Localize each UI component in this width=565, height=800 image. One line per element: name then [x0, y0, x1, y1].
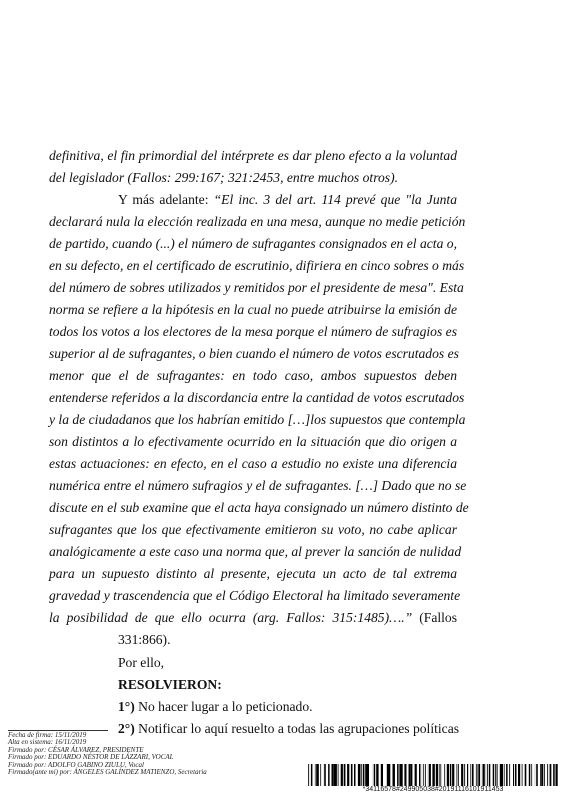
- text-run: No hacer lugar a lo peticionado.: [134, 699, 313, 714]
- barcode-bar: [409, 764, 411, 786]
- barcode-bar: [316, 764, 317, 786]
- text-line: [118, 629, 457, 651]
- barcode-bar: [363, 764, 365, 786]
- barcode-bar: [419, 764, 421, 786]
- barcode-bar: [378, 764, 379, 786]
- barcode-bar: [328, 764, 330, 786]
- text-line: [118, 189, 457, 211]
- text-line: [49, 233, 457, 255]
- barcode-bar: [444, 764, 445, 786]
- text-line: [49, 211, 466, 233]
- text-line: [49, 365, 457, 387]
- barcode-bar: [495, 764, 496, 786]
- barcode-bar: [501, 764, 503, 786]
- barcode-bar: [467, 764, 468, 786]
- barcode-bar: [325, 764, 326, 786]
- barcode-bar: [509, 764, 510, 786]
- text-line: [49, 431, 457, 453]
- barcode-bar: [354, 764, 356, 786]
- barcode-bar: [360, 764, 361, 786]
- barcode-bar: [361, 764, 362, 786]
- text-line: [49, 343, 457, 365]
- barcode-bar: [457, 764, 458, 786]
- barcode-bar: [429, 764, 431, 786]
- barcode-bar: [351, 764, 353, 786]
- text-run: gravedad y trascendencia que el Código Electoral ha limitado severamente: [49, 588, 461, 603]
- barcode-bar: [513, 764, 514, 786]
- barcode-bar: [397, 764, 399, 786]
- barcode-bar: [531, 764, 532, 786]
- text-run: analógicamente a este caso una norma que, al prever la sanción de nulidad: [49, 544, 462, 559]
- text-line: [49, 497, 469, 519]
- text-line: [49, 277, 464, 299]
- barcode-bar: [522, 764, 523, 786]
- signature-line: Firmado por: ADOLFO GABINO ZIULU, Vocal: [8, 760, 144, 769]
- text-line: [49, 299, 457, 321]
- barcode-bar: [401, 764, 403, 786]
- barcode-bar: [472, 764, 474, 786]
- barcode-bar: [318, 764, 319, 786]
- barcode-bar: [440, 764, 441, 786]
- text-line: [118, 652, 457, 674]
- barcode-bar: [338, 764, 339, 786]
- barcode-bar: [423, 764, 424, 786]
- barcode-bar: [483, 764, 485, 786]
- text-line: [118, 674, 457, 696]
- signature-block: [8, 732, 248, 776]
- text-run: del número de sobres utilizados y remitidos por el presidente de mesa". Esta: [49, 280, 464, 295]
- barcode-bar: [470, 764, 471, 786]
- text-run: 1°): [118, 699, 135, 714]
- barcode-bar: [489, 764, 491, 786]
- text-line: [49, 145, 457, 167]
- text-line: [49, 387, 465, 409]
- barcode-bar: [540, 764, 542, 786]
- barcode-bar: [411, 764, 413, 786]
- text-run: de partido, cuando (...) el número de sufragantes consignados en el acta o,: [49, 236, 457, 251]
- text-line: [49, 475, 467, 497]
- barcode-bar: [452, 764, 454, 786]
- text-run: en su defecto, en el certificado de escrutinio, difiriera en cinco sobres o más: [49, 258, 465, 273]
- text-run: (Fallos: [412, 610, 457, 625]
- text-run: declarará nula la elección realizada en una mesa, aunque no medie petición: [49, 214, 466, 229]
- barcode-bar: [458, 764, 459, 786]
- text-run: Notificar lo aquí resuelto a todas las agrupaciones políticas: [134, 721, 460, 736]
- text-line: [49, 321, 457, 343]
- text-run: “El inc. 3 del art. 114 prevé que "la Junta: [213, 192, 457, 207]
- text-line: [49, 167, 457, 189]
- barcode-bar: [332, 764, 334, 786]
- text-run: definitiva, el fin primordial del intérprete es dar pleno efecto a la voluntad: [49, 148, 457, 163]
- text-run: menor que el de sufragantes: en todo caso, ambos supuestos deben: [49, 368, 457, 383]
- barcode-bar: [347, 764, 349, 786]
- text-line: [49, 585, 461, 607]
- barcode-bar: [311, 764, 313, 786]
- barcode-bar: [345, 764, 346, 786]
- text-line: [49, 541, 462, 563]
- barcode-bar: [450, 764, 452, 786]
- text-run: del legislador (Fallos: 299:167; 321:2453, entre muchos otros).: [49, 170, 398, 185]
- barcode-bar: [464, 764, 465, 786]
- barcode-bar: [487, 764, 488, 786]
- text-run: la posibilidad de que ello ocurra (arg. Fallos: 315:1485)….”: [49, 610, 413, 625]
- barcode-bar: [434, 764, 435, 786]
- barcode-bar: [439, 764, 440, 786]
- text-line: [49, 409, 466, 431]
- text-run: superior al de sufragantes, o bien cuando el número de votos escrutados es: [49, 346, 459, 361]
- barcode-bar: [381, 764, 383, 786]
- barcode-bar: [529, 764, 531, 786]
- barcode-bar: [476, 764, 477, 786]
- barcode-bar: [320, 764, 321, 786]
- barcode-bar: [341, 764, 343, 786]
- barcode-bar: [425, 764, 426, 786]
- text-run: RESOLVIERON:: [118, 677, 222, 692]
- signature-line: Firmado(ante mi) por: ÁNGELES GALÍNDEZ MATIENZO, Secretaria: [8, 768, 207, 777]
- barcode-bar: [504, 764, 505, 786]
- barcode-bar: [542, 764, 544, 786]
- barcode-bar: [556, 764, 558, 786]
- barcode-bar: [308, 764, 309, 786]
- text-run: son distintos a lo efectivamente ocurrido en la situación que dio origen a: [49, 434, 457, 449]
- text-run: para un supuesto distinto al presente, ejecuta un acto de tal extrema: [49, 566, 457, 581]
- barcode-number: *34116578#249905038#20191116101911453: [362, 786, 504, 793]
- barcode-bar: [433, 764, 435, 786]
- text-run: Y más adelante:: [118, 192, 214, 207]
- text-line: [118, 696, 457, 718]
- barcode-bar: [553, 764, 554, 786]
- text-line: [49, 563, 457, 585]
- barcode-bar: [497, 764, 498, 786]
- barcode-bar: [479, 764, 481, 786]
- text-run: numérica entre el número sufragios y el de sufragantes. […] Dado que no se: [49, 478, 467, 493]
- barcode-bar: [394, 764, 395, 786]
- signature-line: Fecha de firma: 15/11/2019: [8, 731, 87, 739]
- text-run: discute en el sub examine que el acta haya consignado un número distinto de: [49, 500, 469, 515]
- barcode-bar: [547, 764, 548, 786]
- text-run: 2°): [118, 721, 135, 736]
- barcode-bar: [374, 764, 376, 786]
- barcode-bar: [554, 764, 555, 786]
- barcode-bar: [493, 764, 495, 786]
- signature-line: Firmado por: EDUARDO NÉSTOR DE LÁZZARI, VOCAL: [8, 753, 174, 762]
- barcode-bar: [537, 764, 538, 786]
- barcode: [308, 764, 558, 786]
- text-line: [49, 255, 465, 277]
- barcode-bar: [525, 764, 527, 786]
- barcode-bar: [515, 764, 517, 786]
- text-run: estas actuaciones: en efecto, en el caso a estudio no existe una diferencia: [49, 456, 457, 471]
- barcode-bar: [544, 764, 545, 786]
- barcode-bar: [415, 764, 417, 786]
- barcode-bar: [447, 764, 449, 786]
- barcode-bar: [484, 764, 485, 786]
- text-run: 331:866).: [118, 632, 171, 647]
- signature-line: Alta en sistema: 16/11/2019: [8, 738, 87, 747]
- text-line: [49, 519, 457, 541]
- barcode-bar: [335, 764, 337, 786]
- barcode-bar: [518, 764, 520, 786]
- barcode-bar: [324, 764, 325, 786]
- barcode-bar: [405, 764, 407, 786]
- barcode-bar: [461, 764, 463, 786]
- barcode-bar: [390, 764, 391, 786]
- barcode-bar: [536, 764, 537, 786]
- text-run: sufragantes que los que efectivamente emitieron su voto, no cabe aplicar: [49, 522, 457, 537]
- barcode-bar: [551, 764, 552, 786]
- barcode-bar: [506, 764, 508, 786]
- text-run: entenderse referidos a la discordancia entre la cantidad de votos escrutados: [49, 390, 465, 405]
- text-line: [49, 453, 457, 475]
- text-line: [49, 607, 457, 629]
- text-run: todos los votos a los electores de la mesa porque el número de sufragios es: [49, 324, 457, 339]
- barcode-bar: [436, 764, 438, 786]
- barcode-bar: [478, 764, 479, 786]
- text-run: Por ello,: [118, 655, 165, 670]
- barcode-bar: [367, 764, 369, 786]
- signature-line: Firmado por: CÉSAR ÁLVAREZ, PRESIDENTE: [8, 745, 144, 754]
- text-run: norma se refiere a la hipótesis en la cual no puede atribuirse la emisión de: [49, 302, 457, 317]
- text-run: y la de ciudadanos que los habrían emitido […]los supuestos que contempla: [49, 412, 466, 427]
